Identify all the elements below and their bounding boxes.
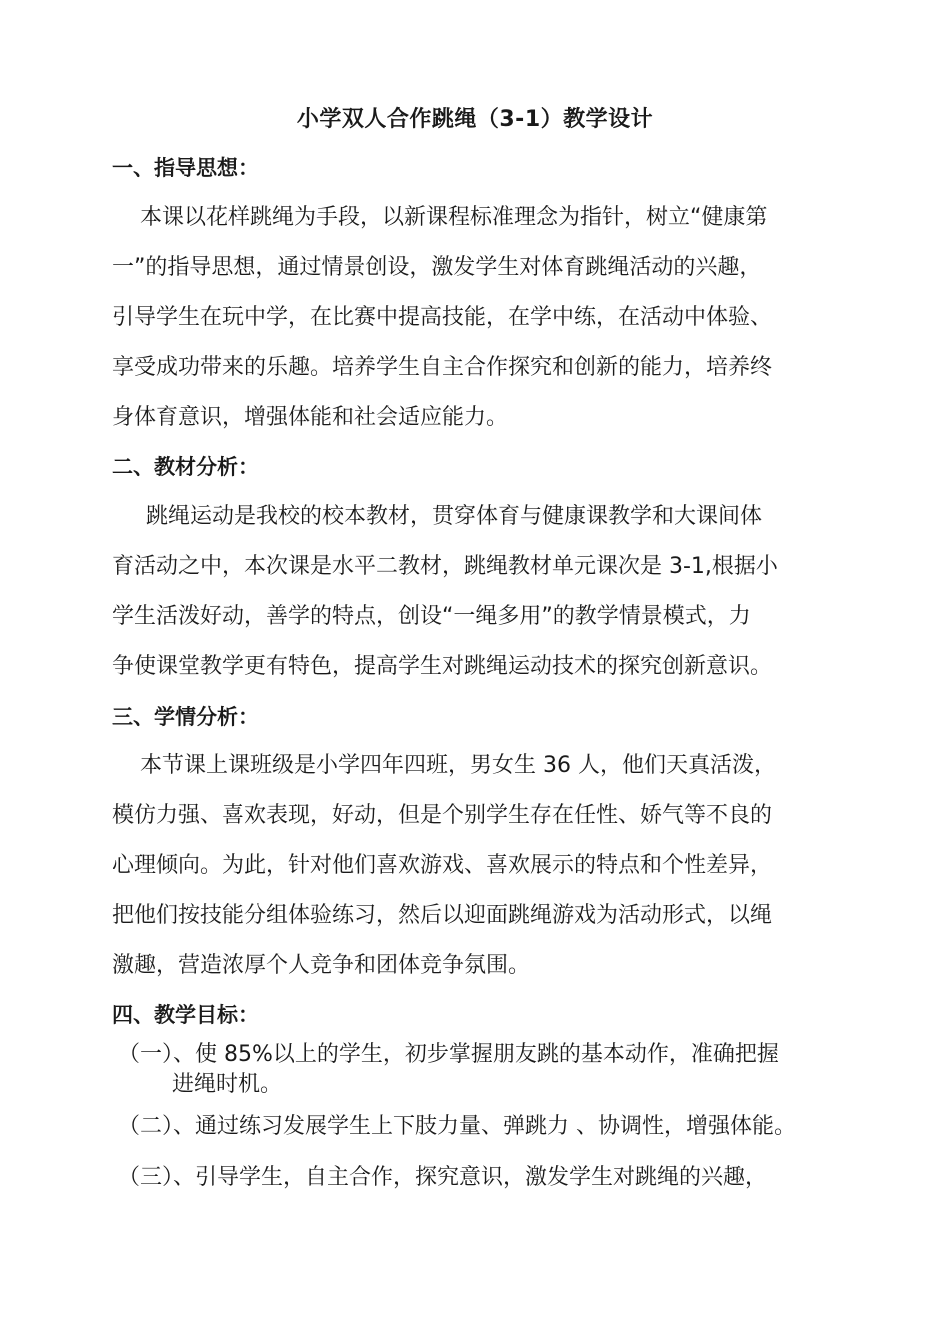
section-heading-material-analysis: 二、教材分析： <box>112 455 259 479</box>
section-body-student-analysis <box>112 741 847 991</box>
paragraph-line: 身体育意识，增强体能和社会适应能力。 <box>112 405 509 430</box>
paragraph-line: 激趣，营造浓厚个人竞争和团体竞争氛围。 <box>112 953 531 978</box>
paragraph-line: 模仿力强、喜欢表现，好动，但是个别学生存在任性、娇气等不良的 <box>112 803 773 828</box>
goal-text-continuation: 进绳时机。 <box>172 1072 283 1097</box>
paragraph-line: 本课以花样跳绳为手段，以新课程标准理念为指针，树立“健康第 <box>140 205 768 230</box>
paragraph-line: 心理倾向。为此，针对他们喜欢游戏、喜欢展示的特点和个性差异， <box>112 853 773 878</box>
paragraph-line: 本节课上课班级是小学四年四班，男女生 36 人，他们天真活泼， <box>140 753 776 778</box>
teaching-goal-item <box>118 1112 858 1142</box>
section-body-guiding-ideology <box>112 193 847 443</box>
goal-text: （二）、通过练习发展学生上下肢力量、弹跳力 、协调性，增强体能。 <box>118 1114 796 1139</box>
paragraph-line: 享受成功带来的乐趣。培养学生自主合作探究和创新的能力，培养终 <box>112 355 773 380</box>
document-title: 小学双人合作跳绳（3-1）教学设计 <box>296 107 654 132</box>
section-body-material-analysis <box>112 492 847 692</box>
section-heading-guiding-ideology: 一、指导思想： <box>112 156 259 180</box>
paragraph-line: 学生活泼好动，善学的特点，创设“一绳多用”的教学情景模式，力 <box>112 604 751 629</box>
paragraph-line: 一”的指导思想，通过情景创设，激发学生对体育跳绳活动的兴趣， <box>112 255 762 280</box>
section-heading-student-analysis: 三、学情分析： <box>112 705 259 729</box>
paragraph-line: 把他们按技能分组体验练习，然后以迎面跳绳游戏为活动形式，以绳 <box>112 903 773 928</box>
section-heading-teaching-goals: 四、教学目标： <box>112 1003 259 1027</box>
paragraph-line: 跳绳运动是我校的校本教材，贯穿体育与健康课教学和大课间体 <box>146 504 763 529</box>
paragraph-line: 引导学生在玩中学，在比赛中提高技能，在学中练，在活动中体验、 <box>112 305 773 330</box>
paragraph-line: 育活动之中，本次课是水平二教材，跳绳教材单元课次是 3-1,根据小 <box>112 554 778 579</box>
goal-text: （三）、引导学生，自主合作，探究意识，激发学生对跳绳的兴趣， <box>118 1165 768 1190</box>
teaching-goal-item <box>118 1040 858 1100</box>
teaching-goal-item <box>118 1163 858 1193</box>
paragraph-line: 争使课堂教学更有特色，提高学生对跳绳运动技术的探究创新意识。 <box>112 654 773 679</box>
goal-text: （一）、使 85%以上的学生，初步掌握朋友跳的基本动作，准确把握 <box>118 1042 779 1067</box>
